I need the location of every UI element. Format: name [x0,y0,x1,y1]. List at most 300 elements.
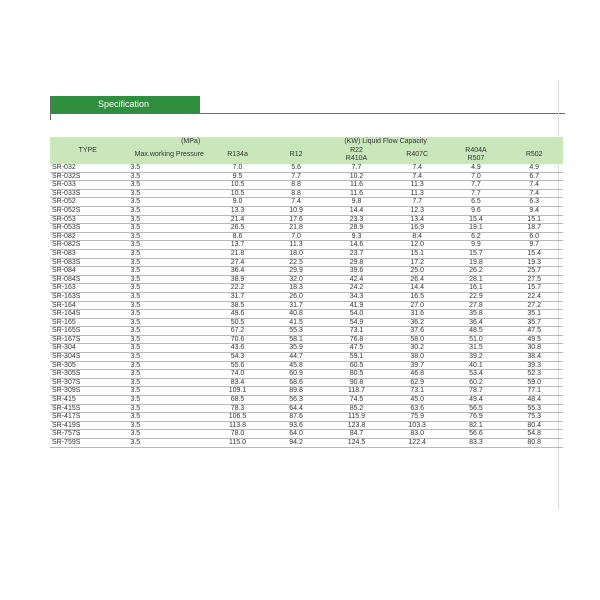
cell-r502: 35.7 [505,318,563,327]
section-marker [50,96,51,120]
table-row [50,189,563,198]
cell-r404a: 28.1 [447,275,506,284]
cell-type: SR-417S [50,413,123,422]
cell-r134a: 113.8 [208,421,267,430]
cell-r12: 32.0 [267,275,325,284]
cell-r404a: 22.9 [447,292,506,301]
cell-r134a: 68.5 [208,396,267,405]
cell-r12: 41.5 [267,318,325,327]
col-type-header [50,137,123,164]
cell-r404a: 9.9 [447,241,506,250]
cell-type: SR-053 [50,215,123,224]
col-r502-header: R502 [525,151,543,158]
spec-table-body [50,164,563,447]
cell-r134a: 74.0 [208,370,267,379]
cell-r407c: 25.0 [388,267,447,276]
cell-r22: 10.2 [325,172,388,181]
cell-r134a: 21.4 [208,215,267,224]
cell-r12: 17.6 [267,215,325,224]
table-row [50,292,563,301]
col-type-label: TYPE [78,146,97,154]
cell-r22: 23.3 [325,215,388,224]
cell-r407c: 122.4 [388,439,447,448]
cell-r407c: 17.2 [388,258,447,267]
cell-pressure: 3.5 [123,181,208,190]
cell-r404a: 56.5 [447,404,506,413]
cell-r407c: 13.4 [388,215,447,224]
cell-r12: 60.9 [267,370,325,379]
col-r404a-label: R404A [465,147,487,154]
cell-r134a: 38.5 [208,301,267,310]
table-row [50,378,563,387]
cell-r12: 21.8 [267,224,325,233]
table-row [50,318,563,327]
cell-r134a: 54.3 [208,353,267,362]
cell-r134a: 70.6 [208,335,267,344]
section-divider [50,113,565,114]
table-row [50,439,563,448]
cell-pressure: 3.5 [123,292,208,301]
cell-type: SR-082S [50,241,123,250]
cell-r12: 7.4 [267,198,325,207]
cell-type: SR-419S [50,421,123,430]
cell-pressure: 3.5 [123,275,208,284]
cell-r407c: 7.7 [388,198,447,207]
cell-r22: 9.3 [325,232,388,241]
cell-r22: 23.7 [325,249,388,258]
cell-pressure: 3.5 [123,378,208,387]
table-row [50,249,563,258]
table-row [50,206,563,215]
table-row [50,301,563,310]
cell-r12: 35.9 [267,344,325,353]
table-row [50,404,563,413]
cell-r134a: 55.6 [208,361,267,370]
cell-r502: 77.1 [505,387,563,396]
cell-r407c: 7.4 [388,164,447,172]
cell-r134a: 49.6 [208,310,267,319]
table-row [50,172,563,181]
table-row [50,275,563,284]
cell-r22: 123.8 [325,421,388,430]
col-r407c-header: R407C [406,151,429,158]
cell-r502: 15.1 [505,215,563,224]
cell-r22: 85.2 [325,404,388,413]
cell-r407c: 12.3 [388,206,447,215]
cell-r407c: 14.4 [388,284,447,293]
cell-r22: 84.7 [325,430,388,439]
cell-r407c: 45.0 [388,396,447,405]
cell-r404a: 49.4 [447,396,506,405]
cell-r404a: 40.1 [447,361,506,370]
cell-r407c: 11.3 [388,181,447,190]
cell-r407c: 11.3 [388,189,447,198]
col-r12-header: R12 [289,151,303,158]
table-row [50,164,563,172]
cell-type: SR-163 [50,284,123,293]
cell-r407c: 12.0 [388,241,447,250]
cell-r407c: 38.0 [388,353,447,362]
table-row [50,232,563,241]
cell-r502: 55.3 [505,404,563,413]
cell-r407c: 31.6 [388,310,447,319]
cell-type: SR-083S [50,258,123,267]
cell-r502: 35.1 [505,310,563,319]
cell-r12: 64.4 [267,404,325,413]
cell-r407c: 39.7 [388,361,447,370]
cell-r134a: 43.6 [208,344,267,353]
cell-r12: 64.0 [267,430,325,439]
cell-pressure: 3.5 [123,396,208,405]
cell-r12: 94.2 [267,439,325,448]
col-pressure-header: Max.working Pressure [134,151,204,158]
cell-r22: 34.3 [325,292,388,301]
cell-r22: 60.5 [325,361,388,370]
cell-r502: 49.5 [505,335,563,344]
cell-r407c: 46.8 [388,370,447,379]
cell-r12: 10.9 [267,206,325,215]
table-row [50,361,563,370]
table-row [50,198,563,207]
cell-r22: 14.4 [325,206,388,215]
cell-r407c: 7.4 [388,172,447,181]
cell-r22: 39.6 [325,267,388,276]
cell-r502: 59.0 [505,378,563,387]
cell-r22: 73.1 [325,327,388,336]
cell-r404a: 31.5 [447,344,506,353]
cell-r404a: 19.1 [447,224,506,233]
spec-table [50,137,563,448]
spec-table-header [50,137,563,164]
table-row [50,421,563,430]
cell-r404a: 7.0 [447,172,506,181]
col-pressure-unit: (MPa) [181,137,201,145]
cell-r22: 29.8 [325,258,388,267]
cell-r407c: 83.0 [388,430,447,439]
cell-r134a: 109.1 [208,387,267,396]
cell-r404a: 39.2 [447,353,506,362]
cell-r404a: 16.1 [447,284,506,293]
col-r134a-header: R134a [227,151,248,158]
table-row [50,241,563,250]
cell-pressure: 3.5 [123,327,208,336]
cell-pressure: 3.5 [123,189,208,198]
cell-type: SR-033S [50,189,123,198]
cell-r407c: 58.0 [388,335,447,344]
cell-r404a: 4.9 [447,164,506,172]
cell-r22: 54.0 [325,310,388,319]
section-title: Specification [50,96,200,113]
cell-r22: 59.1 [325,353,388,362]
cell-r404a: 6.2 [447,232,506,241]
cell-r502: 38.4 [505,353,563,362]
cell-r404a: 26.2 [447,267,506,276]
cell-r404a: 15.4 [447,215,506,224]
cell-r134a: 31.7 [208,292,267,301]
cell-r502: 15.4 [505,249,563,258]
cell-r22: 9.8 [325,198,388,207]
cell-pressure: 3.5 [123,335,208,344]
cell-r407c: 27.0 [388,301,447,310]
cell-r502: 48.4 [505,396,563,405]
cell-pressure: 3.5 [123,404,208,413]
cell-r12: 68.6 [267,378,325,387]
cell-r404a: 19.8 [447,258,506,267]
cell-r12: 89.8 [267,387,325,396]
cell-r404a: 83.3 [447,439,506,448]
table-row [50,327,563,336]
cell-r12: 31.7 [267,301,325,310]
cell-r12: 58.1 [267,335,325,344]
cell-r404a: 78.7 [447,387,506,396]
cell-r407c: 26.4 [388,275,447,284]
cell-pressure: 3.5 [123,318,208,327]
cell-type: SR-163S [50,292,123,301]
cell-type: SR-759S [50,439,123,448]
cell-pressure: 3.5 [123,164,208,172]
cell-r404a: 6.5 [447,198,506,207]
cell-r22: 14.6 [325,241,388,250]
cell-r502: 27.5 [505,275,563,284]
cell-r134a: 38.9 [208,275,267,284]
cell-pressure: 3.5 [123,232,208,241]
cell-r404a: 15.7 [447,249,506,258]
cell-r134a: 36.4 [208,267,267,276]
cell-r502: 54.8 [505,430,563,439]
col-r22-label: R22 [350,147,363,154]
cell-r502: 80.8 [505,439,563,448]
table-row [50,387,563,396]
cell-r22: 118.7 [325,387,388,396]
cell-r404a: 56.6 [447,430,506,439]
cell-type: SR-164 [50,301,123,310]
cell-r502: 25.7 [505,267,563,276]
cell-r12: 45.8 [267,361,325,370]
cell-pressure: 3.5 [123,301,208,310]
cell-r407c: 73.1 [388,387,447,396]
table-row [50,181,563,190]
cell-r134a: 13.3 [208,206,267,215]
cell-r404a: 60.2 [447,378,506,387]
cell-r12: 5.6 [267,164,325,172]
cell-r502: 80.4 [505,421,563,430]
cell-r502: 30.8 [505,344,563,353]
cell-r134a: 50.5 [208,318,267,327]
cell-r12: 87.6 [267,413,325,422]
cell-r12: 8.8 [267,189,325,198]
cell-type: SR-307S [50,378,123,387]
cell-r22: 41.9 [325,301,388,310]
cell-r12: 18.3 [267,284,325,293]
cell-r502: 18.7 [505,224,563,233]
cell-r407c: 75.9 [388,413,447,422]
table-row [50,413,563,422]
cell-r134a: 78.3 [208,404,267,413]
table-row [50,258,563,267]
cell-pressure: 3.5 [123,361,208,370]
cell-type: SR-032S [50,172,123,181]
col-r507-label: R507 [467,155,485,162]
cell-r134a: 106.5 [208,413,267,422]
cell-pressure: 3.5 [123,387,208,396]
cell-pressure: 3.5 [123,310,208,319]
cell-type: SR-304S [50,353,123,362]
cell-r502: 7.4 [505,189,563,198]
cell-r404a: 35.8 [447,310,506,319]
cell-r22: 76.8 [325,335,388,344]
cell-r404a: 53.4 [447,370,506,379]
cell-type: SR-084 [50,267,123,276]
cell-r502: 4.9 [505,164,563,172]
table-row [50,267,563,276]
cell-r22: 90.8 [325,378,388,387]
cell-pressure: 3.5 [123,421,208,430]
cell-r404a: 82.1 [447,421,506,430]
cell-r22: 80.5 [325,370,388,379]
cell-r502: 27.2 [505,301,563,310]
cell-type: SR-033 [50,181,123,190]
cell-r502: 9.7 [505,241,563,250]
cell-type: SR-032 [50,164,123,172]
cell-r12: 7.0 [267,232,325,241]
cell-r134a: 21.8 [208,249,267,258]
cell-r404a: 7.7 [447,181,506,190]
cell-r502: 6.7 [505,172,563,181]
cell-r407c: 37.6 [388,327,447,336]
table-row [50,396,563,405]
cell-r502: 39.3 [505,361,563,370]
cell-type: SR-305 [50,361,123,370]
table-row [50,310,563,319]
cell-type: SR-305S [50,370,123,379]
cell-pressure: 3.5 [123,430,208,439]
table-row [50,284,563,293]
cell-r134a: 9.0 [208,198,267,207]
cell-r407c: 8.4 [388,232,447,241]
capacity-group-header: (KW) Liquid Flow Capacity [344,137,427,145]
cell-r134a: 10.5 [208,181,267,190]
cell-r404a: 48.5 [447,327,506,336]
cell-type: SR-083 [50,249,123,258]
cell-type: SR-082 [50,232,123,241]
cell-r404a: 27.8 [447,301,506,310]
cell-r407c: 30.2 [388,344,447,353]
cell-r407c: 36.2 [388,318,447,327]
cell-type: SR-052 [50,198,123,207]
cell-r407c: 62.9 [388,378,447,387]
cell-pressure: 3.5 [123,224,208,233]
cell-r407c: 16.9 [388,224,447,233]
col-r22-header [325,146,388,164]
cell-r22: 11.6 [325,181,388,190]
cell-r134a: 8.6 [208,232,267,241]
table-row [50,430,563,439]
table-row [50,353,563,362]
cell-r502: 15.7 [505,284,563,293]
cell-r12: 18.0 [267,249,325,258]
table-row [50,370,563,379]
cell-type: SR-304 [50,344,123,353]
cell-pressure: 3.5 [123,258,208,267]
cell-r12: 56.3 [267,396,325,405]
table-row [50,215,563,224]
cell-pressure: 3.5 [123,344,208,353]
cell-pressure: 3.5 [123,215,208,224]
cell-type: SR-165 [50,318,123,327]
cell-r12: 40.8 [267,310,325,319]
cell-r12: 11.3 [267,241,325,250]
cell-pressure: 3.5 [123,249,208,258]
table-row [50,335,563,344]
cell-pressure: 3.5 [123,198,208,207]
cell-r12: 29.9 [267,267,325,276]
cell-r134a: 83.4 [208,378,267,387]
cell-r404a: 7.7 [447,189,506,198]
cell-type: SR-167S [50,335,123,344]
cell-type: SR-415S [50,404,123,413]
cell-type: SR-052S [50,206,123,215]
cell-r22: 47.5 [325,344,388,353]
cell-type: SR-084S [50,275,123,284]
cell-r502: 22.4 [505,292,563,301]
cell-r134a: 67.2 [208,327,267,336]
cell-r134a: 7.0 [208,164,267,172]
cell-r134a: 115.0 [208,439,267,448]
cell-pressure: 3.5 [123,172,208,181]
cell-r12: 93.6 [267,421,325,430]
cell-r502: 9.4 [505,206,563,215]
cell-type: SR-415 [50,396,123,405]
cell-r12: 44.7 [267,353,325,362]
cell-type: SR-309S [50,387,123,396]
cell-r407c: 103.3 [388,421,447,430]
cell-r22: 74.5 [325,396,388,405]
cell-r12: 7.7 [267,172,325,181]
cell-r134a: 27.4 [208,258,267,267]
cell-pressure: 3.5 [123,413,208,422]
cell-type: SR-165S [50,327,123,336]
cell-r22: 54.9 [325,318,388,327]
cell-r407c: 63.6 [388,404,447,413]
cell-r12: 55.3 [267,327,325,336]
cell-r502: 19.3 [505,258,563,267]
cell-r22: 124.5 [325,439,388,448]
cell-r12: 8.8 [267,181,325,190]
cell-r134a: 9.5 [208,172,267,181]
cell-r502: 75.3 [505,413,563,422]
cell-r134a: 13.7 [208,241,267,250]
cell-r12: 26.0 [267,292,325,301]
cell-r22: 28.9 [325,224,388,233]
cell-pressure: 3.5 [123,267,208,276]
table-row [50,344,563,353]
cell-type: SR-164S [50,310,123,319]
cell-r404a: 36.4 [447,318,506,327]
cell-pressure: 3.5 [123,241,208,250]
col-r410a-label: R410A [345,155,368,162]
cell-r502: 7.4 [505,181,563,190]
cell-r22: 11.6 [325,189,388,198]
cell-pressure: 3.5 [123,284,208,293]
cell-r407c: 16.5 [388,292,447,301]
cell-r134a: 26.5 [208,224,267,233]
cell-pressure: 3.5 [123,370,208,379]
cell-r134a: 78.0 [208,430,267,439]
cell-type: SR-757S [50,430,123,439]
cell-r502: 52.3 [505,370,563,379]
table-row [50,224,563,233]
cell-r22: 7.7 [325,164,388,172]
